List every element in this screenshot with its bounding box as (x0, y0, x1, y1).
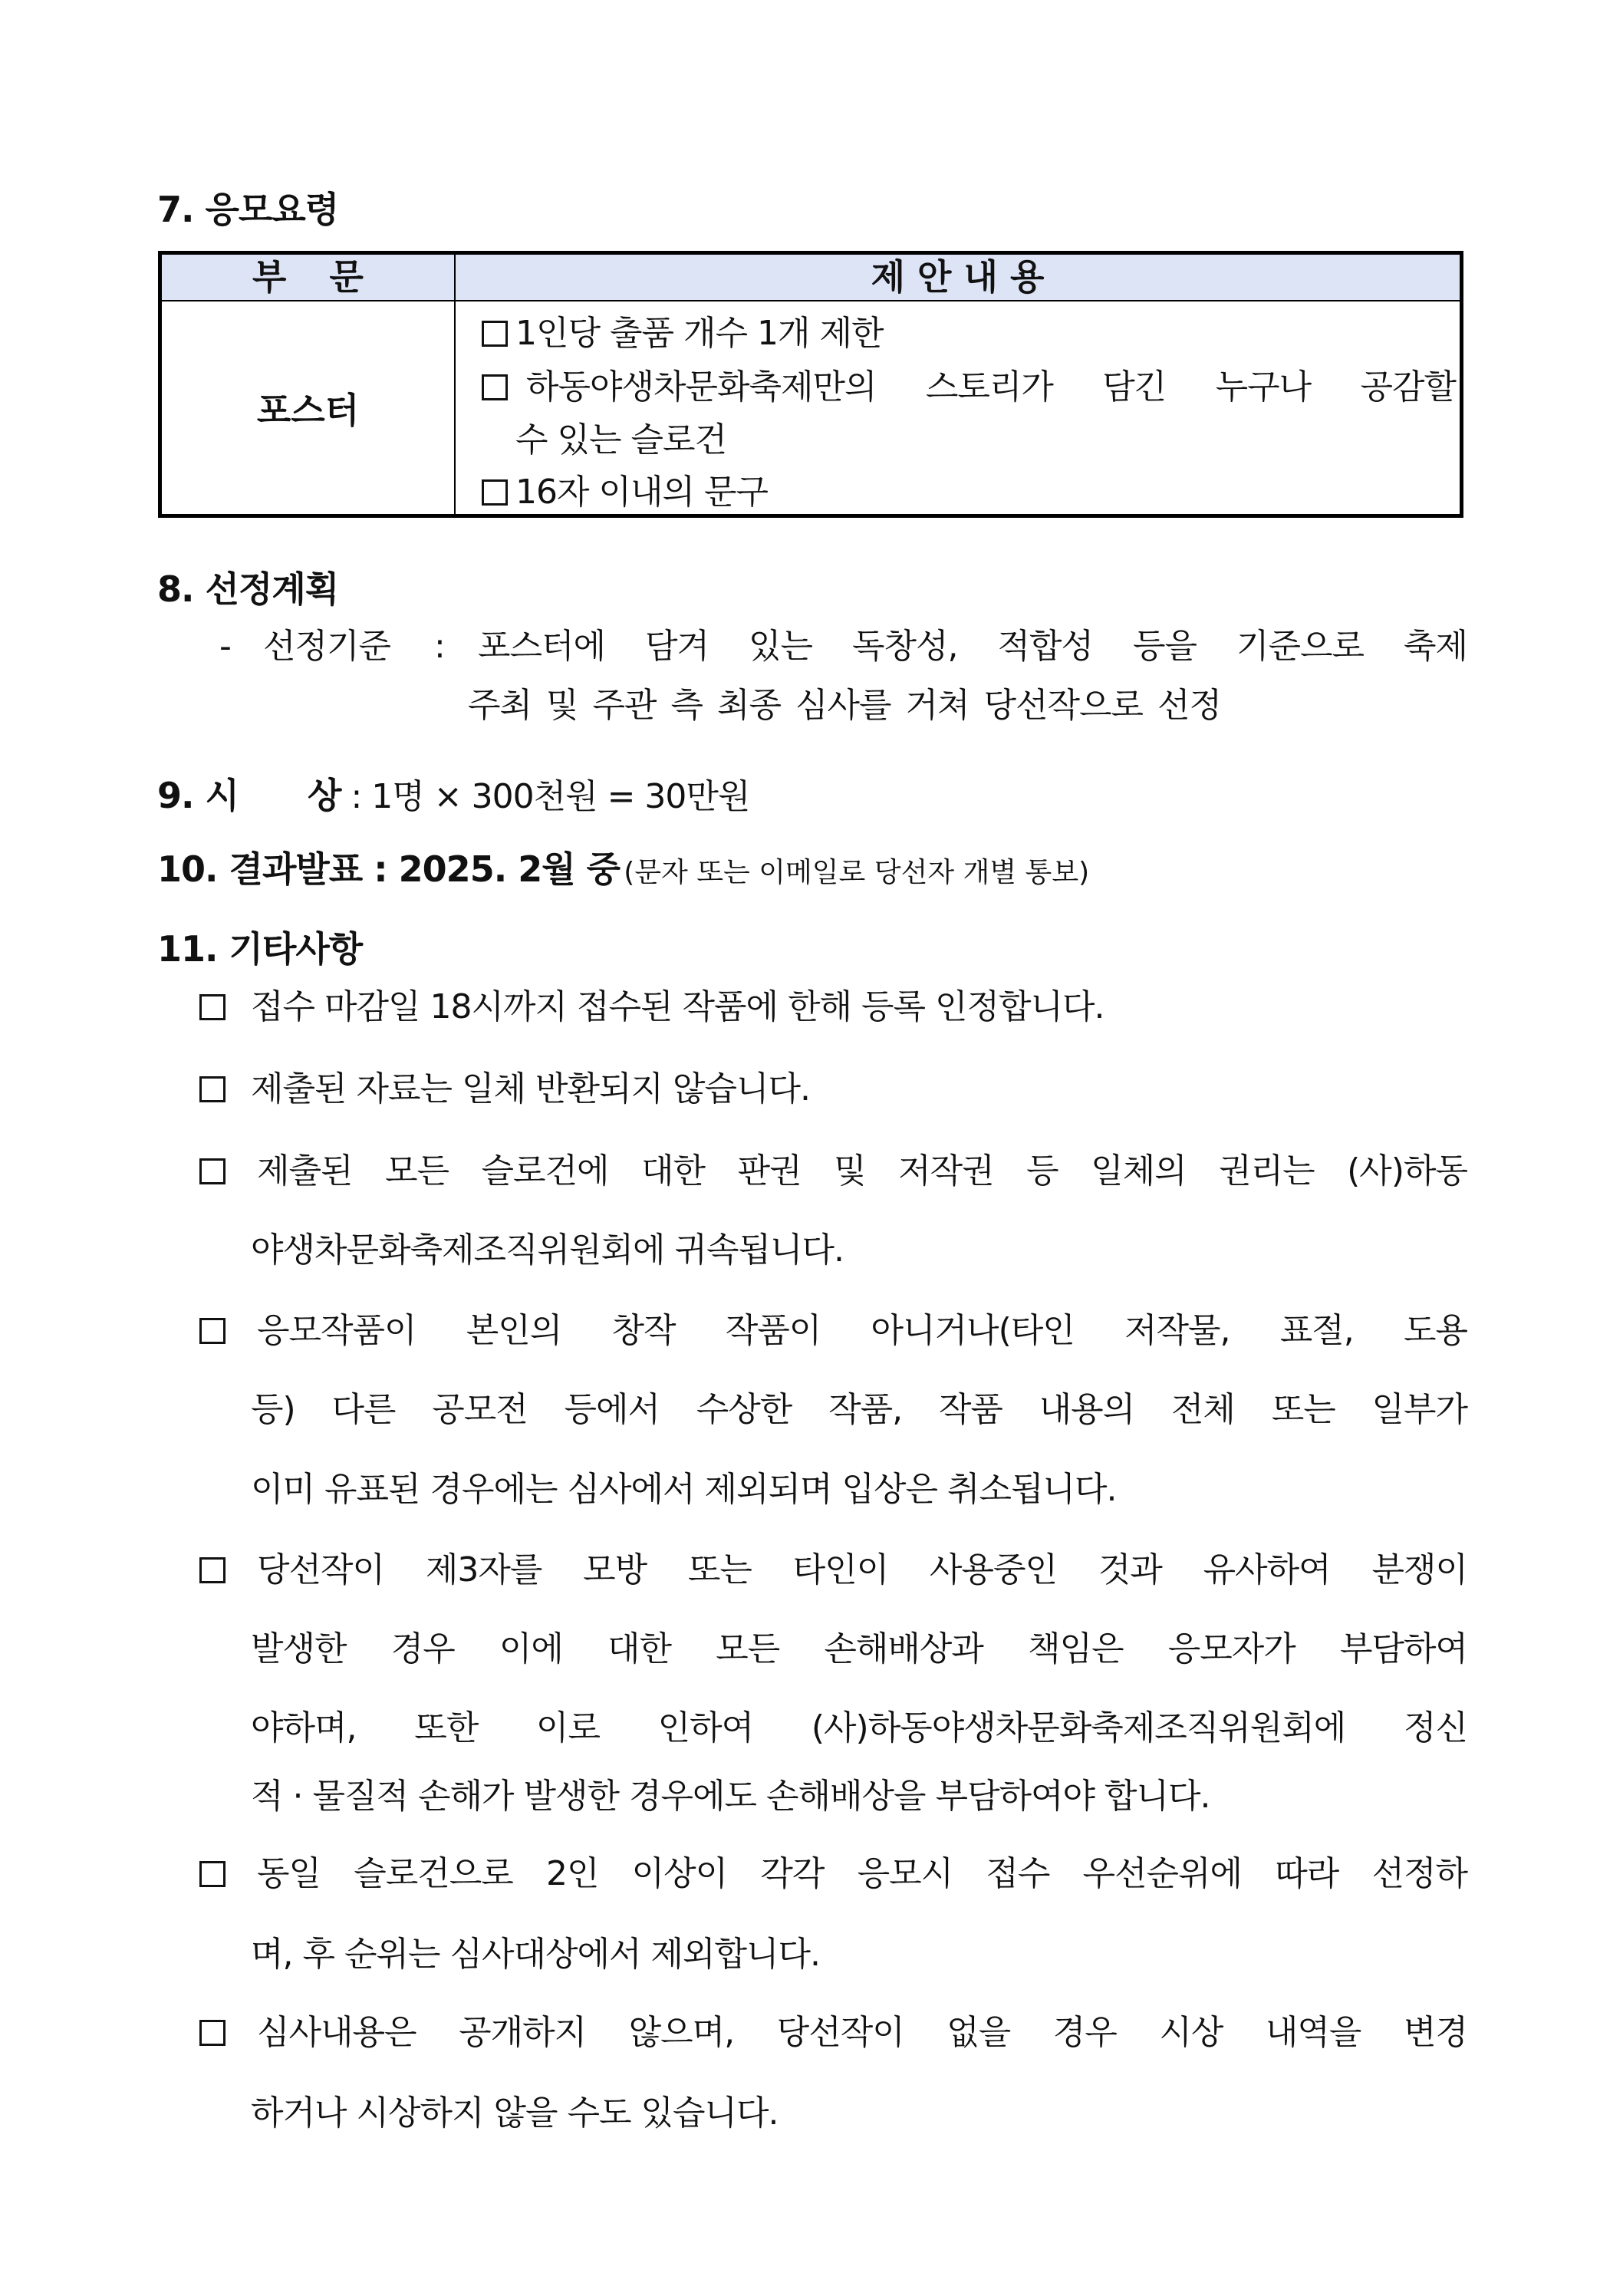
checkbox-icon (482, 321, 508, 347)
table-item (482, 364, 1456, 410)
notice-text: 심사내용은 공개하지 않으며, 당선작이 없을 경우 시상 내역을 변경 (257, 2013, 1467, 2052)
notice-text: 제출된 모든 슬로건에 대한 판권 및 저작권 등 일체의 권리는 (사)하동 (257, 1151, 1467, 1191)
notice-text: 동일 슬로건으로 2인 이상이 각각 응모시 접수 우선순위에 따라 선정하 (257, 1854, 1467, 1893)
notice-text: 응모작품이 본인의 창작 작품이 아니거나(타인 저작물, 표절, 도용 (257, 1311, 1467, 1350)
table-item-text: 하동야생차문화축제만의 스토리가 담긴 누구나 공감할 (526, 367, 1456, 407)
checkbox-icon (199, 1557, 226, 1583)
checkbox-icon (199, 994, 226, 1020)
section-9 (157, 772, 749, 827)
checkbox-icon (482, 479, 508, 506)
checkbox-icon (199, 1318, 226, 1344)
criteria-colon: : (434, 627, 445, 666)
criteria-text-line-1: 포스터에 담겨 있는 독창성, 적합성 등을 기준으로 축제 (478, 627, 1467, 666)
table-item (482, 469, 1456, 516)
section-8-title: 8. 선정계획 (157, 568, 339, 610)
section-10 (157, 846, 1089, 901)
checkbox-icon (199, 1076, 226, 1102)
section-10-title: 10. 결과발표 : 2025. 2월 중 (157, 848, 621, 890)
criteria-text-line-2: 주최 및 주관 측 최종 심사를 거쳐 당선작으로 선정 (468, 686, 1221, 725)
notice-continuation: 이미 유표된 경우에는 심사에서 제외되며 입상은 취소됩니다. (251, 1470, 1117, 1509)
award-value: : 1명 × 300천원 = 30만원 (341, 777, 750, 816)
table-item (482, 311, 1456, 357)
table-header-category: 부 문 (252, 256, 364, 298)
table-item-text: 16자 이내의 문구 (515, 473, 768, 512)
notice-continuation: 야하며, 또한 이로 인하여 (사)하동야생차문화축제조직위원회에 정신 (251, 1708, 1467, 1748)
notice-item (199, 984, 1467, 1030)
notice-text: 제출된 자료는 일체 반환되지 않습니다. (251, 1069, 810, 1108)
notice-item (199, 1148, 1467, 1194)
criteria-label: 선정기준 (263, 627, 391, 666)
bullet-dash: - (219, 627, 231, 666)
table-category-cell: 포스터 (256, 389, 360, 431)
notice-continuation: 등) 다른 공모전 등에서 수상한 작품, 작품 내용의 전체 또는 일부가 (251, 1390, 1467, 1429)
checkbox-icon (199, 1158, 226, 1184)
announcement-note: (문자 또는 이메일로 당선자 개별 통보) (624, 857, 1090, 888)
notice-continuation: 며, 후 순위는 심사대상에서 제외합니다. (251, 1935, 820, 1974)
section-7-title: 7. 응모요령 (157, 189, 339, 230)
notice-item (199, 1308, 1467, 1354)
table-item-text: 1인당 출품 개수 1개 제한 (515, 314, 884, 353)
notice-text: 접수 마감일 18시까지 접수된 작품에 한해 등록 인정합니다. (251, 987, 1104, 1026)
notice-item (199, 2010, 1467, 2056)
notice-continuation: 적 · 물질적 손해가 발생한 경우에도 손해배상을 부담하여야 합니다. (251, 1777, 1210, 1816)
section-11-title: 11. 기타사항 (157, 928, 363, 970)
notice-continuation: 하거나 시상하지 않을 수도 있습니다. (251, 2093, 779, 2133)
table-column-divider (454, 255, 456, 514)
section-9-title: 9. 시 상 (157, 775, 341, 816)
application-guidelines-table (158, 251, 1463, 518)
checkbox-icon (199, 2020, 226, 2046)
table-item-continuation: 수 있는 슬로건 (515, 420, 726, 460)
checkbox-icon (199, 1861, 226, 1887)
notice-continuation: 야생차문화축제조직위원회에 귀속됩니다. (251, 1230, 844, 1270)
table-header-content: 제 안 내 용 (871, 256, 1045, 298)
notice-item (199, 1547, 1467, 1593)
notice-item (199, 1851, 1467, 1897)
notice-item (199, 1066, 1467, 1112)
checkbox-icon (482, 374, 508, 400)
notice-continuation: 발생한 경우 이에 대한 모든 손해배상과 책임은 응모자가 부담하여 (251, 1629, 1467, 1668)
notice-text: 당선작이 제3자를 모방 또는 타인이 사용중인 것과 유사하여 분쟁이 (257, 1550, 1467, 1589)
